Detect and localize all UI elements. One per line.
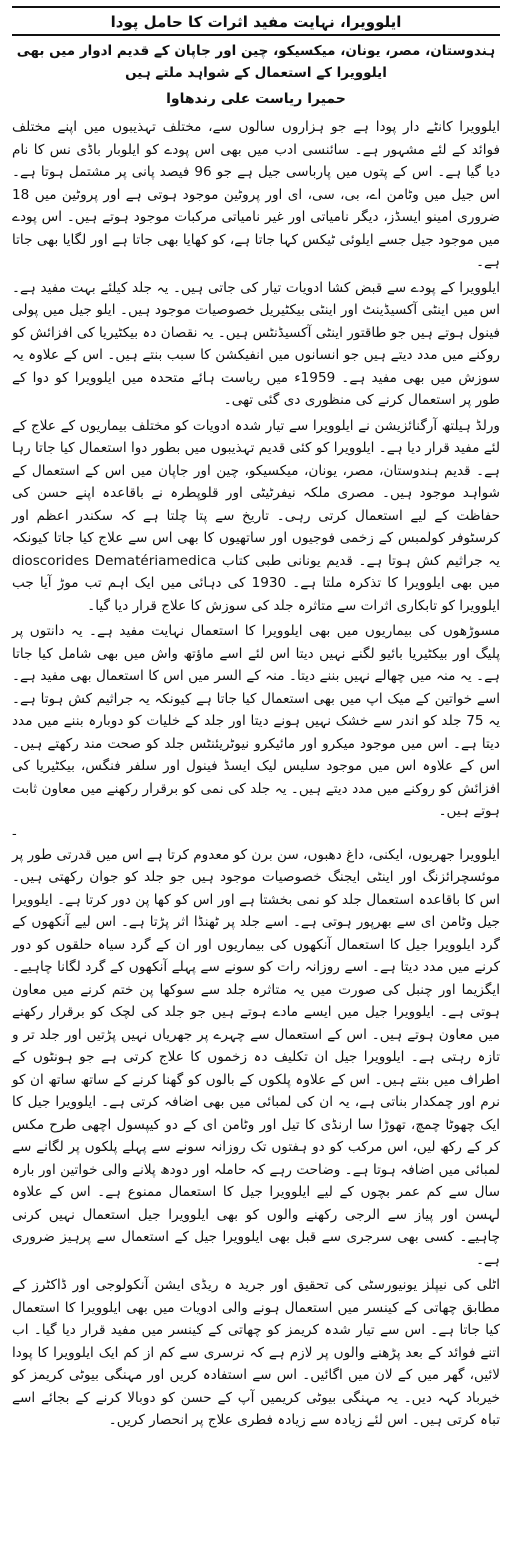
paragraph-6: اٹلی کی نیپلز یونیورسٹی کی تحقیق اور جرید ہ ریڈی ایشن آنکولوجی اور ڈاکٹرز کے مطابق چھاتی کے کینسر میں استعمال ہونے والی ادویات میں بھی ایلوویرا کا استعمال کیا جاتا ہے۔ اس سے تیار شدہ کریمز کو چھاتی کے کینسر میں مفید قرار دیا گیا۔ اب اتنے فوائد کے بعد پڑھنے والوں پر لازم ہے کہ نرسری سے کم از کم ایک ایلوویرا کا پودا لائیں، گھر میں کے لان میں اگائیں۔ اس سے استفادہ کریں اور مہنگی بیوٹی کریمز کو خیرباد کہہ دیں۔ یہ مہنگی بیوٹی کریمیں آپ کے حسن کو دوبالا کرنے کے بجائے اسے تباہ کرتی ہیں۔ اس لئے زیادہ سے زیادہ فطری علاج پر انحصار کریں۔ (12, 1277, 500, 1428)
article-body (12, 116, 500, 1432)
paragraph-3: ورلڈ ہیلتھ آرگنائزیشن نے ایلوویرا سے تیار شدہ ادویات کو مختلف بیماریوں کے علاج کے لئے مفید قرار دیا ہے۔ ایلوویرا کو کئی قدیم تہذیبوں میں بطور دوا استعمال کیا جاتا رہا ہے۔ قدیم ہندوستان، مصر، یونان، میکسیکو، چین اور جاپان میں اس کے استعمال کے شواہد موجود ہیں۔ مصری ملکہ نیفرٹیٹی اور قلوپطرہ نے باقاعدہ اپنے حسن کی حفاظت کے لیے استعمال کرتی رہی۔ تاریخ سے پتا چلتا ہے کہ سکندر اعظم اور کرسٹوفر کولمبس کے زخمی فوجیوں اور ساتھیوں کا بھی اس سے علاج کیا جاتا کیونکہ یہ جراثیم کش ہوتا ہے۔ قدیم یونانی طبی کتاب dioscorides Dematériamedica میں بھی ایلوویرا کا تذکرہ ملتا ہے۔ 1930 کی دہائی میں ایک اہم تب موڑ آیا جب ایلوویرا کو تابکاری اثرات سے متاثرہ جلد کی سوزش کا علاج قرار دیا گیا۔ (12, 417, 501, 614)
article-subtitle: ہندوستان، مصر، یونان، میکسیکو، چین اور جاپان کے قدیم ادوار میں بھی ایلوویرا کے استعمال کے شواہد ملتے ہیں (16, 43, 496, 81)
paragraph-4: مسوڑھوں کی بیماریوں میں بھی ایلوویرا کا استعمال نہایت مفید ہے۔ یہ دانتوں پر پلیگ اور بیکٹیریا بائیو لگنے نہیں دیتا اس لئے اسے ماؤتھ واش میں بھی شامل کیا جاتا ہے۔ یہ منہ میں چھالے نہیں بننے دیتا۔ منہ کے السر میں اس کا استعمال بھی مفید ہے۔ اسے خواتین کے میک اپ میں بھی استعمال کیا جاتا ہے کیونکہ یہ جراثیم کش ہوتا ہے۔ یہ 75 جلد کو اندر سے خشک نہیں ہونے دیتا اور جلد کے خلیات کو دوبارہ بننے میں مدد دیتا ہے۔ اس میں موجود میکرو اور مائیکرو نیوٹریئنٹس جلد کو صحت مند رکھتے ہیں۔ اس کے علاوہ اس میں موجود سلیس لیک ایسڈ فینول اور سلفر فنگس، بیکٹیریا کی افزائش کو روکنے میں مدد دیتے ہیں۔ یہ جلد کی نمی کو برقرار رکھنے میں معاون ثابت ہوتے ہیں۔ (12, 623, 500, 819)
paragraph-5: ایلوویرا جھریوں، ایکنی، داغ دھبوں، سن برن کو معدوم کرتا ہے اس میں قدرتی طور پر موئسچرائزنگ اور اینٹی ایجنگ خصوصیات موجود ہیں جو جلد کو جوان رکھتی ہیں۔ اس کا باقاعدہ استعمال جلد کو نمی بخشتا ہے اور اس کو کھا پن دور کرتا ہے۔ ایلوویرا جیل وٹامن ای سے بھرپور ہوتی ہے۔ اسے جلد پر ٹھنڈا اثر پڑتا ہے۔ اس لیے آنکھوں کے گرد ایلوویرا جیل کا استعمال آنکھوں کی بیماریوں اور ان کے گرد سیاہ حلقوں کو دور کرنے میں مدد دیتا ہے۔ اسے روزانہ رات کو سونے سے پہلے آنکھوں کے گرد لگانا چاہیے۔ ایگزیما اور چنبل کی صورت میں یہ متاثرہ جلد سے سوکھا پن ختم کرنے میں معاون ہوتی ہے۔ ایلوویرا جیل میں ایسے مادے ہوتے ہیں جو جلد کی لچک کو برقرار رکھنے میں معاون ہوتے ہیں۔ اس کے استعمال سے چہرے پر جھریاں نہیں پڑتیں اور جلد تر و تازہ رہتی ہے۔ ایلوویرا جیل ان تکلیف دہ زخموں کا علاج کرتی ہے جو ہونٹوں کے اطراف میں بنتے ہیں۔ اس کے علاوہ پلکوں کے بالوں کو گھنا کرنے کے ساتھ ساتھ ان کو نرم اور چمکدار بناتی ہے، یہ ان کی لمبائی میں بھی اضافہ کرتی ہے۔ ایلوویرا جیل کا ایک چھوٹا چمچ، تھوڑا سا ارنڈی کا تیل اور وٹامن ای کے دو کیپسول اچھی طرح مکس کر کے رکھ لیں، اس مرکب کو دو ہفتوں تک روزانہ سونے سے پہلے پلکوں پر لگانے سے لمبائی میں اضافہ ہوتا ہے۔ وضاحت رہے کہ حاملہ اور دودھ پلانے والی خواتین اور بارہ سال سے کم عمر بچوں کے لیے ایلوویرا جیل کا استعمال ممنوع ہے۔ اس کے علاوہ لہسن اور پیاز سے الرجی رکھنے والوں کو بھی ایلوویرا جیل استعمال نہیں کرنی چاہیے۔ کسی بھی سرجری سے قبل بھی ایلوویرا جیل کے استعمال سے پرہیز ضروری ہے۔ (12, 846, 500, 1268)
paragraph-2: ایلوویرا کے پودے سے قبض کشا ادویات تیار کی جاتی ہیں۔ یہ جلد کیلئے بہت مفید ہے۔ اس میں اینٹی آکسیڈینٹ اور اینٹی بیکٹیریل خصوصیات موجود ہیں۔ ایلو جیل میں پولی فینول ہوتے ہیں جو طاقتور اینٹی آکسیڈنٹس ہیں۔ یہ نقصان دہ بیکٹیریا کی افزائش کو روکنے میں مدد دیتے ہیں جو انسانوں میں انفیکشن کا سبب بنتے ہیں۔ اس کے علاوہ یہ سوزش میں بھی مفید ہے۔ 1959ء میں ریاست ہائے متحدہ میں ایلوویرا کو دوا کے طور پر استعمال کرنے کی منظوری دی گئی تھی۔ (12, 279, 501, 408)
title-rule (12, 34, 500, 36)
separator-mark: - (12, 826, 17, 842)
article-title: ایلوویرا، نہایت مفید اثرات کا حامل پودا (110, 13, 402, 31)
top-rule (12, 6, 500, 8)
paragraph-1: ایلوویرا کانٹے دار پودا ہے جو ہزاروں سالوں سے، مختلف تہذیبوں میں اپنے مختلف فوائد کے لئے مشہور ہے۔ سائنسی ادب میں بھی اس پودے کو ایلوبار باڈی نس کا نام دیا گیا ہے۔ اس کے پتوں میں پارباسی جیل ہے جو 96 فیصد پانی پر مشتمل ہوتا ہے۔ اس جیل میں وٹامن اے، بی، سی، ای اور پروٹین موجود ہوتی ہے اور پروٹین میں 18 ضروری امینو ایسڈز، دیگر نامیاتی اور غیر نامیاتی مرکبات موجود ہوتے ہیں۔ اس پودے میں موجود جیل جسے ایلوئی ٹیکس کہا جاتا ہے، کو کھایا بھی جاتا ہے اور لگایا بھی جاتا ہے۔ (12, 119, 501, 270)
article-byline: حمیرا ریاست علی رندھاوا (166, 91, 346, 107)
